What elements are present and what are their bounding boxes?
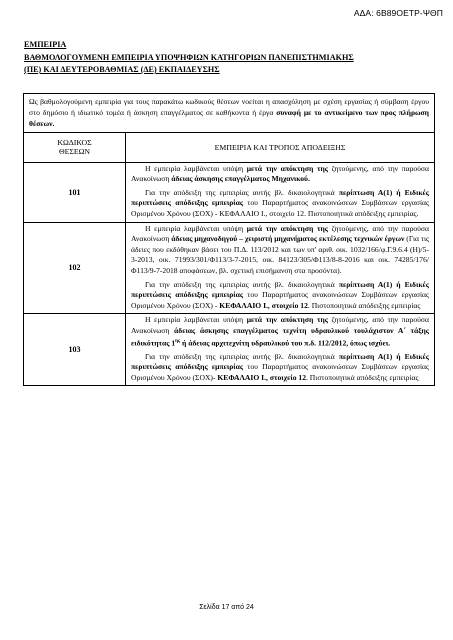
text-run: ζητούμενης, από την παρούσα Ανακοίνωση <box>131 223 430 244</box>
text-run: Για την απόδειξη της εμπειρίας αυτής βλ. δικαιολογητικά <box>145 187 339 197</box>
bold-run: άδειας άσκησης επαγγέλματος Μηχανικού. <box>171 174 310 184</box>
heading-subtitle-line2: (ΠΕ) ΚΑΙ ΔΕΥΤΕΡΟΒΑΘΜΙΑΣ (ΔΕ) ΕΚΠΑΙΔΕΥΣΗΣ <box>24 65 220 74</box>
section-heading <box>24 39 434 77</box>
heading-title: ΕΜΠΕΙΡΙΑ <box>24 40 67 49</box>
heading-subtitle-line1: ΒΑΘΜΟΛΟΓΟΥΜΕΝΗ ΕΜΠΕΙΡΙΑ ΥΠΟΨΗΦΙΩΝ ΚΑΤΗΓΟΡΙΩΝ ΠΑΝΕΠΙΣΤΗΜΙΑΚΗΣ <box>24 52 354 62</box>
column-header-code-line1: ΚΩΔΙΚΟΣ <box>57 138 92 148</box>
intro-row <box>24 94 435 133</box>
bold-run: περίπτωση Α(1) ή Ειδικές περιπτώσεις απόδειξης εμπειρίας <box>131 279 429 300</box>
text-run: Η εμπειρία λαμβάνεται υπόψη <box>145 223 247 233</box>
intro-text: Ως βαθμολογούμενη εμπειρία για τους παρακάτω κωδικούς θέσεων νοείται η απασχόληση με σχέση εργασίας ή σύμβαση έργου στο δημόσιο ή ιδιωτικό τομέα ή άσκηση επαγγέλματος σε καθήκοντα ή έργα <box>29 97 429 118</box>
experience-paragraph <box>131 164 429 185</box>
bold-run: άδειας μηχανοδηγού – χειριστή μηχανήματος εκτέλεσης τεχνικών έργων <box>171 234 405 244</box>
bold-run: ή άδειας αρχιτεχνίτη υδραυλικού του π.δ. 112/2012, όπως ισχύει. <box>180 338 391 348</box>
text-run: του Παραρτήματος ανακοινώσεων Συμβάσεων εργασίας Ορισμένου Χρόνου (ΣΟΧ) - <box>131 290 430 310</box>
text-run: ζητούμενης, από την παρούσα Ανακοίνωση <box>131 163 430 184</box>
bold-run: άδειας άσκησης επαγγέλματος τεχνίτη υδραυλικού τουλάχιστον Α΄ τάξης ειδικότητας 1 <box>131 325 429 348</box>
table-row <box>24 162 435 222</box>
text-run: του Παραρτήματος ανακοινώσεων Συμβάσεων εργασίας Ορισμένου Χρόνου (ΣΟΧ) - ΚΕΦΑΛΑΙΟ Ι., στοιχείο 12. Πιστοποιητικά απόδειξης εμπειρίας. <box>131 198 430 218</box>
position-code: 102 <box>24 222 126 314</box>
bold-run: περίπτωση Α(1) ή Ειδικές περιπτώσεις απόδειξης εμπειρίας <box>131 351 429 372</box>
bold-run: περίπτωση Α(1) ή Ειδικές περιπτώσεις απόδειξης εμπειρίας <box>131 187 429 208</box>
bold-run: ΚΕΦΑΛΑΙΟ Ι., στοιχείο 12 <box>217 372 306 382</box>
document-ada-code: ΑΔΑ: 6Β89ΟΕΤΡ-ΨΘΠ <box>353 8 443 18</box>
text-run: του Παραρτήματος ανακοινώσεων Συμβάσεων εργασίας Ορισμένου Χρόνου (ΣΟΧ)- <box>131 362 430 382</box>
column-header-description: ΕΜΠΕΙΡΙΑ ΚΑΙ ΤΡΟΠΟΣ ΑΠΟΔΕΙΞΗΣ <box>126 132 435 162</box>
position-code: 101 <box>24 162 126 222</box>
experience-paragraph <box>131 224 429 277</box>
table-row <box>24 222 435 314</box>
text-run: Για την απόδειξη της εμπειρίας αυτής βλ. δικαιολογητικά <box>145 351 339 361</box>
text-run: ζητούμενης, από την παρούσα Ανακοίνωση <box>131 315 430 335</box>
experience-description <box>126 162 435 222</box>
experience-description <box>126 314 435 386</box>
table-row <box>24 314 435 386</box>
bold-run: ΚΕΦΑΛΑΙΟ Ι., στοιχείο 12 <box>219 300 308 310</box>
column-header-row <box>24 132 435 162</box>
proof-paragraph <box>131 188 429 220</box>
text-run: Η εμπειρία λαμβάνεται υπόψη <box>145 315 247 325</box>
text-run: Η εμπειρία λαμβάνεται υπόψη <box>145 163 247 173</box>
superscript-run: ης <box>175 338 181 344</box>
text-run: (Για τις άδειες που εκδόθηκαν βάσει του Π.Δ. 113/2012 και των υπ' αριθ. οικ. 1032/166/φ.Γ.9.6.4 (Η)/5-3-2013, οικ. 71993/301/Φ113/3-7-2015, οικ. 84123/305/Φ113/8-8-2016 και οικ. 74285/176/Φ113/9-7-2018 αποφάσεων, βλ. σχετική επισήμανση στα προσόντα). <box>131 234 429 275</box>
intro-cell <box>24 94 435 133</box>
column-header-code-line2: ΘΕΣΕΩΝ <box>58 147 91 157</box>
proof-paragraph <box>131 352 429 384</box>
bold-run: μετά την απόκτηση της <box>246 163 328 173</box>
text-run: . Πιστοποιητικά απόδειξης εμπειρίας <box>306 372 419 382</box>
proof-paragraph <box>131 280 429 312</box>
bold-run: μετά την απόκτηση της <box>246 223 328 233</box>
experience-table <box>23 93 435 386</box>
intro-bold-text: συναφή με το αντικείμενο των προς πλήρωση θέσεων. <box>29 108 429 129</box>
bold-run: μετά την απόκτηση της <box>246 315 328 325</box>
text-run: . Πιστοποιητικά απόδειξης εμπειρίας <box>307 300 421 310</box>
page-number: Σελίδα 17 από 24 <box>199 604 254 611</box>
experience-description <box>126 222 435 314</box>
position-code: 103 <box>24 314 126 386</box>
column-header-code <box>24 132 126 162</box>
text-run: Για την απόδειξη της εμπειρίας αυτής βλ. δικαιολογητικά <box>145 279 339 289</box>
experience-paragraph <box>131 315 429 348</box>
